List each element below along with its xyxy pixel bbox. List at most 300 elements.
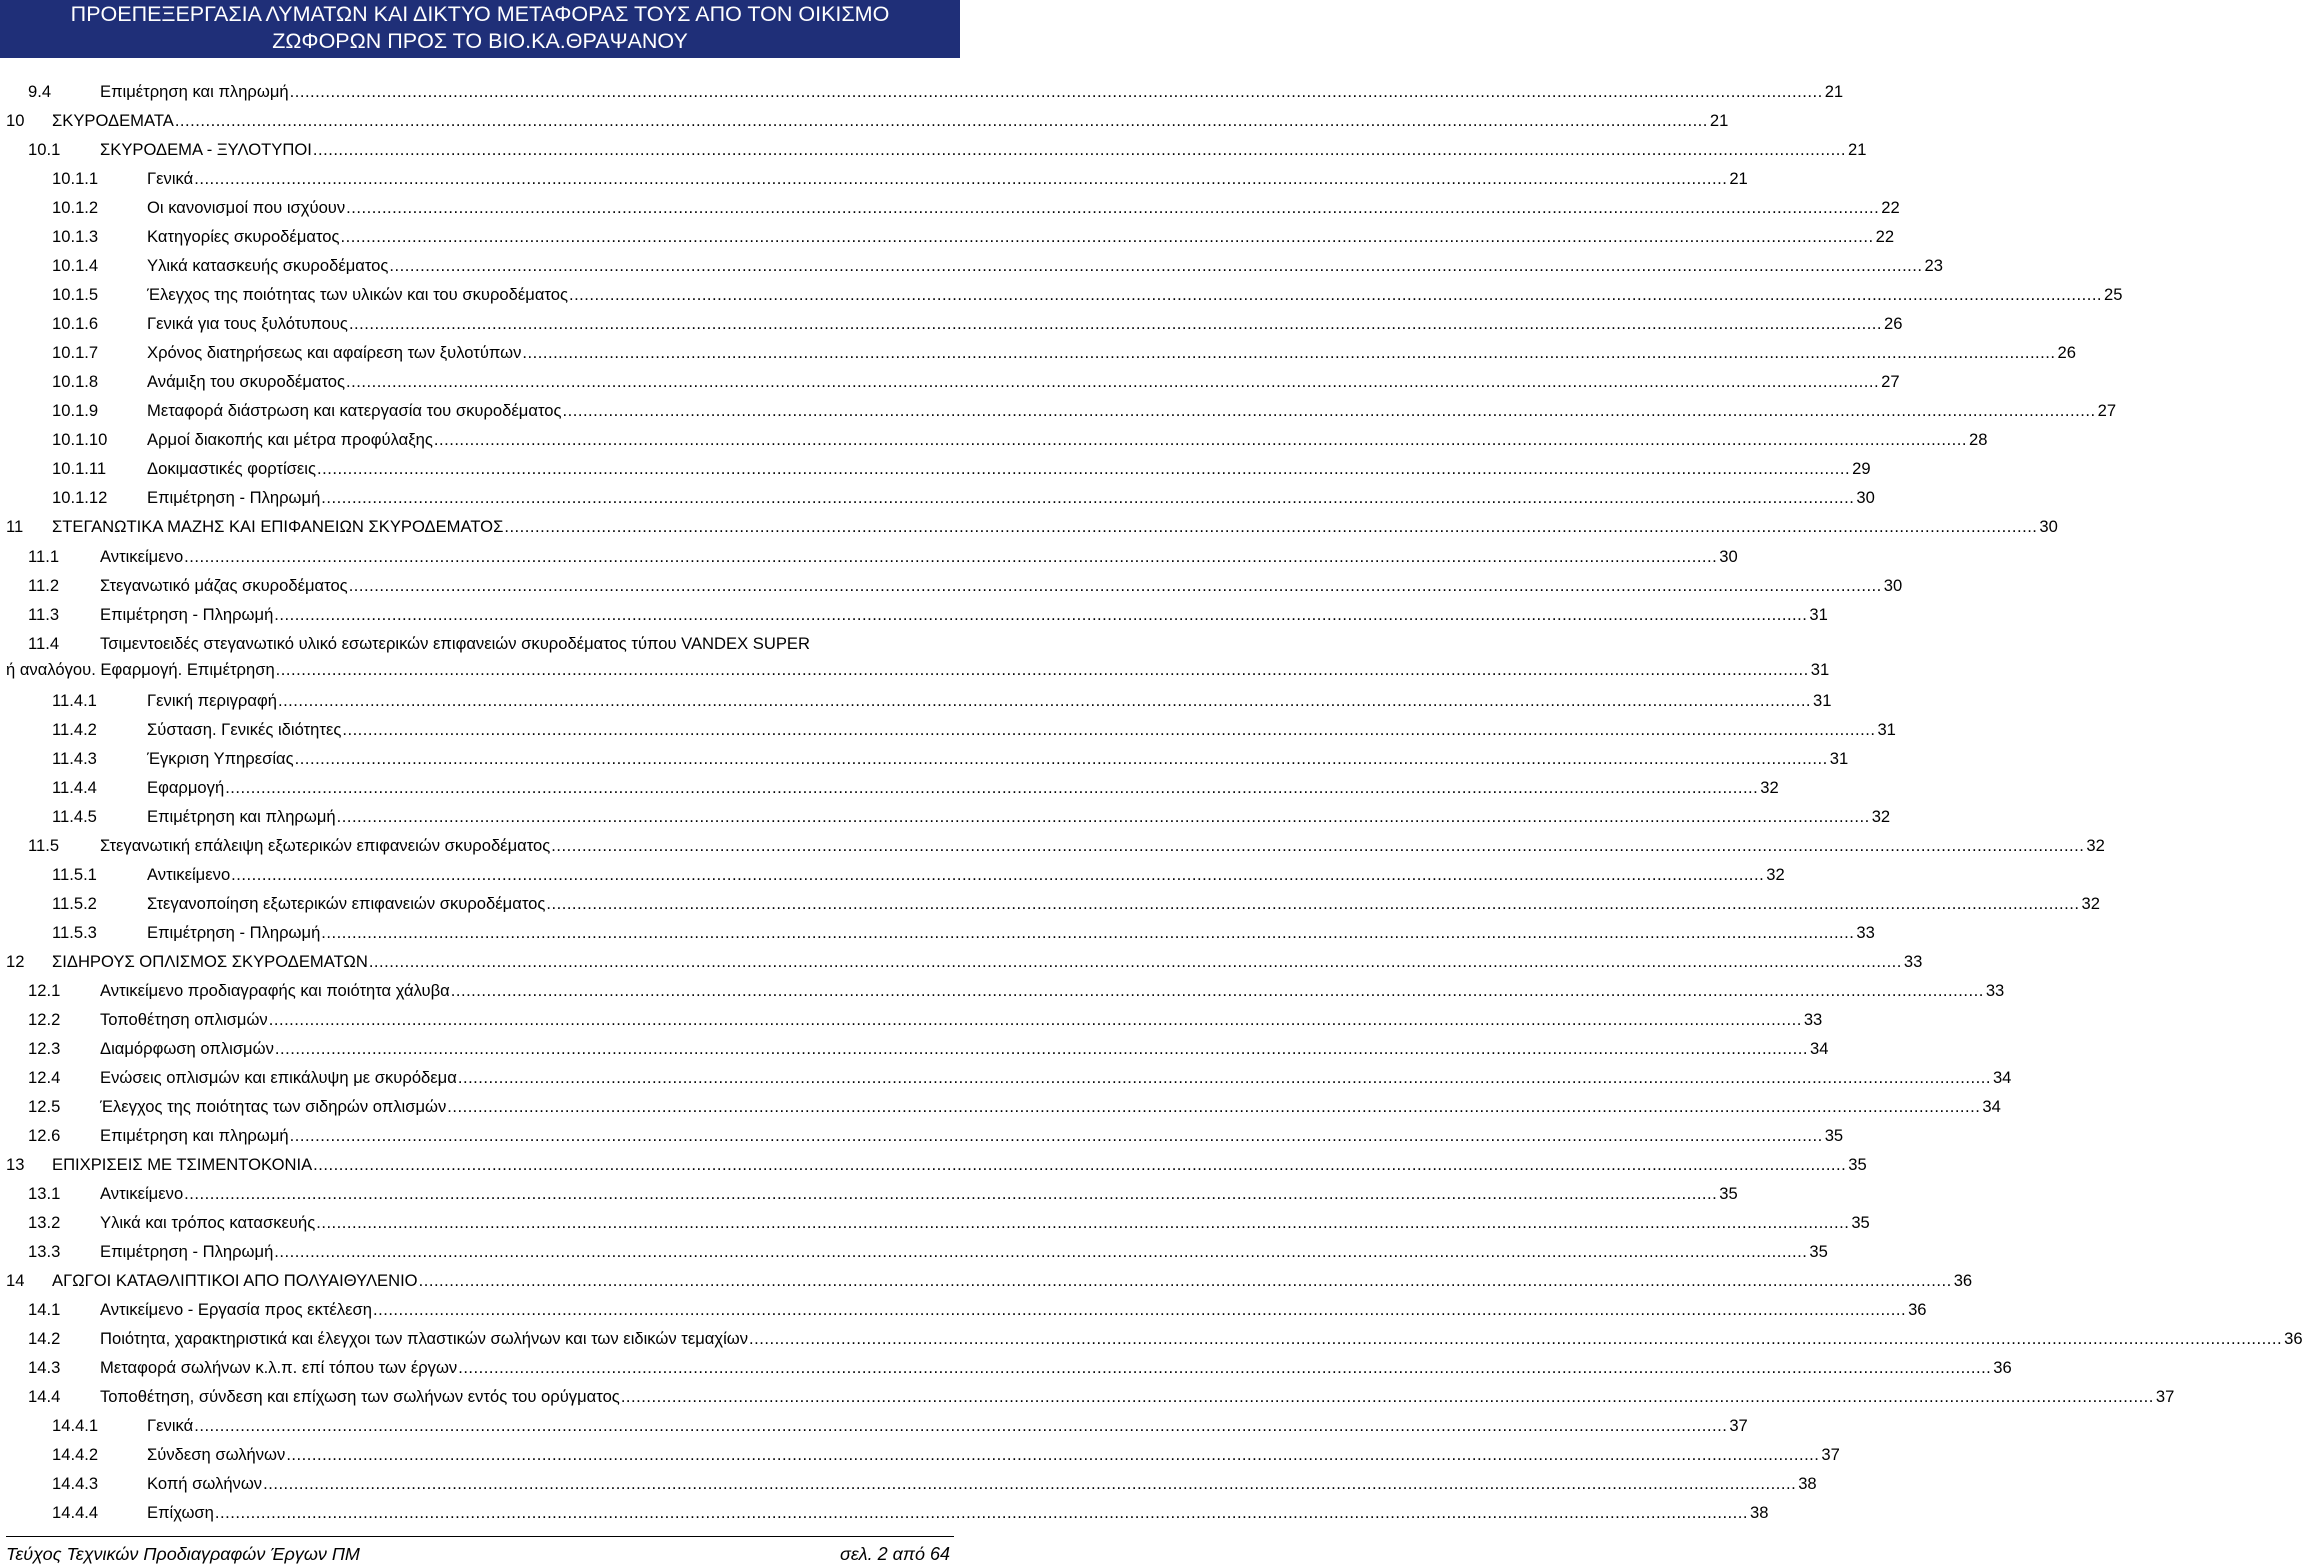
toc-entry-line	[147, 1469, 1817, 1498]
toc-entry-page: 37	[1821, 1445, 1840, 1464]
toc-entry[interactable]	[0, 77, 1844, 106]
toc-entry-number: 9.4	[28, 82, 52, 101]
toc-entry-title: Δοκιμαστικές φορτίσεις	[147, 459, 316, 478]
toc-entry-line	[147, 918, 1875, 947]
toc-entry-line	[52, 1266, 1973, 1295]
toc-entry-title: Ανάμιξη του σκυροδέματος	[147, 372, 346, 391]
toc-dot-leader: ............................................................................................................................................................................................................................................................................................................	[274, 605, 1808, 624]
toc-entry[interactable]	[0, 542, 1738, 571]
toc-entry[interactable]	[0, 222, 1895, 251]
toc-entry-title: Τοποθέτηση οπλισμών	[100, 1010, 268, 1029]
toc-entry-title: Στεγανωτικό μάζας σκυροδέματος	[100, 576, 348, 595]
toc-entry-page: 36	[1993, 1358, 2012, 1377]
toc-entry[interactable]	[0, 280, 2123, 309]
toc-entry[interactable]	[0, 976, 2005, 1005]
toc-entry-number: 12.2	[28, 1010, 61, 1029]
toc-entry-title: ΑΓΩΓΟΙ ΚΑΤΑΘΛΙΠΤΙΚΟΙ ΑΠΟ ΠΟΛΥΑΙΘΥΛΕΝΙΟ	[52, 1271, 418, 1290]
toc-entry[interactable]	[0, 831, 2105, 860]
toc-entry-number: 10.1.2	[52, 198, 99, 217]
toc-entry-line	[52, 512, 2058, 541]
footer-divider	[6, 1536, 954, 1537]
toc-entry-page: 35	[1824, 1126, 1844, 1145]
toc-entry[interactable]	[0, 164, 1748, 193]
toc-entry-number: 12	[6, 952, 25, 971]
toc-dot-leader: ............................................................................................................................................................................................................................................................................................................	[504, 517, 2038, 536]
toc-entry[interactable]	[0, 512, 2058, 541]
toc-entry-page: 31	[1829, 749, 1849, 768]
toc-dot-leader: ............................................................................................................................................................................................................................................................................................................	[433, 430, 1967, 449]
toc-entry-line	[100, 1005, 1823, 1034]
toc-entry-page: 32	[1760, 778, 1779, 797]
toc-entry[interactable]	[0, 425, 1988, 454]
toc-entry-title: Διαμόρφωση οπλισμών	[100, 1039, 274, 1058]
toc-entry-number: 10.1.7	[52, 343, 99, 362]
toc-entry-number: 10.1.11	[52, 459, 107, 478]
toc-entry-page: 34	[1982, 1097, 2001, 1116]
toc-entry-page: 27	[2097, 401, 2117, 420]
toc-dot-leader: ............................................................................................................................................................................................................................................................................................................	[340, 227, 1874, 246]
toc-entry-line	[147, 396, 2117, 425]
toc-entry-number: 10	[6, 111, 25, 130]
toc-entry-title: ΕΠΙΧΡΙΣΕΙΣ ΜΕ ΤΣΙΜΕΝΤΟΚΟΝΙΑ	[52, 1155, 313, 1174]
toc-entry-page: 30	[2039, 517, 2058, 536]
toc-entry-number: 12.3	[28, 1039, 61, 1058]
toc-entry-number: 12.6	[28, 1126, 61, 1145]
toc-entry[interactable]	[0, 918, 1875, 947]
toc-entry-title: Υλικά και τρόπος κατασκευής	[100, 1213, 316, 1232]
toc-entry[interactable]	[0, 1324, 2303, 1353]
toc-entry[interactable]	[0, 367, 1900, 396]
toc-entry-page: 32	[1871, 807, 1891, 826]
toc-entry-line	[100, 571, 1903, 600]
toc-entry-title: ΣΚΥΡΟΔΕΜΑΤΑ	[52, 111, 174, 130]
toc-entry-number: 14.1	[28, 1300, 61, 1319]
toc-entry-title: Επίχωση	[147, 1503, 214, 1522]
toc-entry-page: 34	[1809, 1039, 1829, 1058]
toc-entry-number: 14.4.4	[52, 1503, 99, 1522]
toc-entry-line	[147, 744, 1849, 773]
toc-entry[interactable]	[0, 1237, 1828, 1266]
toc-entry-line	[147, 425, 1988, 454]
toc-dot-leader: ............................................................................................................................................................................................................................................................................................................	[346, 372, 1880, 391]
toc-dot-leader: ............................................................................................................................................................................................................................................................................................................	[418, 1271, 1952, 1290]
toc-entry-line	[147, 773, 1779, 802]
toc-entry-title: Εφαρμογή	[147, 778, 225, 797]
toc-entry-line	[147, 1440, 1840, 1469]
toc-entry-line	[100, 1382, 2175, 1411]
toc-entry-title: Γενική περιγραφή	[147, 691, 277, 710]
toc-entry-number: 11.4.1	[52, 691, 97, 710]
toc-entry-line	[147, 367, 1900, 396]
toc-entry-line	[52, 1150, 1867, 1179]
toc-entry-line	[100, 831, 2105, 860]
toc-entry-page: 37	[1729, 1416, 1748, 1435]
toc-entry[interactable]	[0, 1382, 2175, 1411]
toc-dot-leader: ............................................................................................................................................................................................................................................................................................................	[174, 111, 1708, 130]
toc-dot-leader: ............................................................................................................................................................................................................................................................................................................	[225, 778, 1759, 797]
toc-entry-number: 12.4	[28, 1068, 61, 1087]
toc-entry-title: Έγκριση Υπηρεσίας	[147, 749, 294, 768]
toc-entry-title: Στεγανωτική επάλειψη εξωτερικών επιφανειών σκυροδέματος	[100, 836, 551, 855]
toc-entry-page: 21	[1824, 82, 1844, 101]
toc-entry[interactable]	[0, 1353, 2012, 1382]
toc-entry-number: 14	[6, 1271, 25, 1290]
toc-entry-line	[147, 1498, 1769, 1527]
toc-entry-title: Επιμέτρηση και πληρωμή	[147, 807, 336, 826]
toc-dot-leader: ............................................................................................................................................................................................................................................................................................................	[342, 720, 1876, 739]
toc-entry-title: Οι κανονισμοί που ισχύουν	[147, 198, 346, 217]
toc-dot-leader: ............................................................................................................................................................................................................................................................................................................	[568, 285, 2103, 304]
toc-entry[interactable]	[0, 600, 1828, 629]
toc-entry-line	[100, 1179, 1738, 1208]
toc-entry-line	[52, 106, 1729, 135]
toc-dot-leader: ............................................................................................................................................................................................................................................................................................................	[317, 459, 1851, 478]
toc-entry-line	[147, 280, 2123, 309]
toc-entry-number: 13	[6, 1155, 25, 1174]
toc-entry-title: Τσιμεντοειδές στεγανωτικό υλικό εσωτερικών επιφανειών σκυροδέματος τύπου VANDEX SUPER	[100, 634, 810, 653]
toc-entry-title: Επιμέτρηση - Πληρωμή	[147, 923, 321, 942]
toc-entry-title: Επιμέτρηση - Πληρωμή	[100, 605, 274, 624]
toc-entry-page: 38	[1798, 1474, 1817, 1493]
toc-entry-number: 11.4.5	[52, 807, 97, 826]
toc-entry-number: 10.1.4	[52, 256, 99, 275]
toc-entry-title: ΣΚΥΡΟΔΕΜΑ - ΞΥΛΟΤΥΠΟΙ	[100, 140, 312, 159]
toc-entry-page: 22	[1881, 198, 1900, 217]
header-title-line-2: ΖΩΦΟΡΩΝ ΠΡΟΣ ΤΟ ΒΙΟ.ΚΑ.ΘΡΑΨΑΝΟΥ	[272, 29, 688, 53]
toc-entry-line	[100, 1034, 1829, 1063]
toc-entry-line	[147, 309, 1903, 338]
toc-entry-title: Επιμέτρηση και πληρωμή	[100, 1126, 289, 1145]
toc-entry-page: 35	[1809, 1242, 1828, 1261]
toc-entry-title: Τοποθέτηση, σύνδεση και επίχωση των σωλήνων εντός του ορύγματος	[100, 1387, 620, 1406]
toc-entry-page: 38	[1750, 1503, 1769, 1522]
toc-dot-leader: ............................................................................................................................................................................................................................................................................................................	[620, 1387, 2154, 1406]
toc-entry[interactable]	[0, 483, 1875, 512]
toc-entry-page: 33	[1803, 1010, 1823, 1029]
toc-entry-page: 31	[1809, 605, 1828, 624]
toc-entry-title: Σύνδεση σωλήνων	[147, 1445, 286, 1464]
toc-entry-continuation	[6, 655, 1830, 684]
toc-entry-page: 33	[1985, 981, 2005, 1000]
toc-entry-number: 14.3	[28, 1358, 61, 1377]
toc-dot-leader: ............................................................................................................................................................................................................................................................................................................	[274, 1242, 1808, 1261]
toc-dot-leader: ............................................................................................................................................................................................................................................................................................................	[458, 1358, 1992, 1377]
toc-entry[interactable]	[0, 744, 1849, 773]
toc-entry-line	[100, 1295, 1927, 1324]
toc-entry-title-continuation: ή αναλόγου. Εφαρμογή. Επιμέτρηση	[6, 660, 275, 679]
toc-entry-number: 11	[6, 517, 24, 536]
toc-entry-page: 26	[1884, 314, 1903, 333]
toc-entry[interactable]	[0, 1295, 1927, 1324]
toc-entry-page: 36	[2284, 1329, 2303, 1348]
toc-entry-line	[100, 77, 1844, 106]
toc-entry-title: Στεγανοποίηση εξωτερικών επιφανειών σκυροδέματος	[147, 894, 546, 913]
toc-dot-leader: ............................................................................................................................................................................................................................................................................................................	[316, 1213, 1850, 1232]
toc-entry-page: 35	[1719, 1184, 1738, 1203]
toc-entry-line	[100, 135, 1867, 164]
toc-entry-page: 30	[1856, 488, 1875, 507]
toc-entry-title: Επιμέτρηση - Πληρωμή	[147, 488, 321, 507]
toc-entry[interactable]	[0, 338, 2076, 367]
toc-entry-title: Επιμέτρηση - Πληρωμή	[100, 1242, 274, 1261]
toc-dot-leader: ............................................................................................................................................................................................................................................................................................................	[321, 488, 1855, 507]
toc-entry[interactable]	[0, 571, 1903, 600]
toc-entry-line	[100, 1121, 1844, 1150]
toc-entry-title: Γενικά	[147, 169, 194, 188]
toc-entry[interactable]	[0, 106, 1729, 135]
toc-entry-page: 34	[1992, 1068, 2012, 1087]
toc-entry[interactable]	[0, 1034, 1829, 1063]
toc-dot-leader: ............................................................................................................................................................................................................................................................................................................	[457, 1068, 1991, 1087]
toc-dot-leader: ............................................................................................................................................................................................................................................................................................................	[263, 1474, 1797, 1493]
toc-entry-title: Μεταφορά διάστρωση και κατεργασία του σκυροδέματος	[147, 401, 562, 420]
toc-dot-leader: ............................................................................................................................................................................................................................................................................................................	[321, 923, 1855, 942]
toc-entry-number: 11.5	[28, 836, 60, 855]
toc-entry[interactable]	[0, 889, 2100, 918]
toc-entry-number: 11.1	[28, 547, 60, 566]
toc-entry-line	[100, 1092, 2001, 1121]
toc-entry-line	[100, 1324, 2303, 1353]
toc-entry-line	[147, 454, 1871, 483]
toc-dot-leader: ............................................................................................................................................................................................................................................................................................................	[348, 314, 1883, 333]
footer-document-title: Τεύχος Τεχνικών Προδιαγραφών Έργων ΠΜ	[6, 1544, 360, 1564]
toc-entry-number: 10.1.10	[52, 430, 108, 449]
toc-dot-leader: ............................................................................................................................................................................................................................................................................................................	[312, 140, 1846, 159]
toc-entry-number: 11.4	[28, 634, 60, 653]
toc-entry-page: 32	[2086, 836, 2105, 855]
document-header	[0, 0, 960, 58]
toc-entry[interactable]	[0, 454, 1871, 483]
toc-dot-leader: ............................................................................................................................................................................................................................................................................................................	[194, 1416, 1728, 1435]
toc-entry-number: 11.5.3	[52, 923, 97, 942]
toc-entry-title: Γενικά για τους ξυλότυπους	[147, 314, 348, 333]
toc-entry[interactable]	[0, 947, 1923, 976]
toc-entry-title: Γενικά	[147, 1416, 194, 1435]
toc-entry[interactable]	[0, 1179, 1738, 1208]
toc-entry-title: Αντικείμενο προδιαγραφής και ποιότητα χάλυβα	[100, 981, 450, 1000]
toc-entry-number: 11.5.2	[52, 894, 97, 913]
toc-entry-page: 31	[1810, 660, 1830, 679]
toc-dot-leader: ............................................................................................................................................................................................................................................................................................................	[346, 198, 1880, 217]
toc-entry-line	[100, 1237, 1828, 1266]
toc-entry-title: Αντικείμενο	[100, 1184, 184, 1203]
toc-dot-leader: ............................................................................................................................................................................................................................................................................................................	[214, 1503, 1748, 1522]
toc-entry-line	[147, 251, 1943, 280]
toc-entry-title: Επιμέτρηση και πληρωμή	[100, 82, 289, 101]
toc-dot-leader: ............................................................................................................................................................................................................................................................................................................	[551, 836, 2085, 855]
toc-entry-number: 14.4.2	[52, 1445, 99, 1464]
toc-entry-number: 10.1.5	[52, 285, 99, 304]
toc-entry-page: 30	[1719, 547, 1738, 566]
toc-entry-page: 23	[1924, 256, 1943, 275]
toc-entry-line	[147, 715, 1896, 744]
toc-entry-number: 12.1	[28, 981, 61, 1000]
toc-entry[interactable]	[0, 1005, 1823, 1034]
toc-entry-title: Σύσταση. Γενικές ιδιότητες	[147, 720, 342, 739]
toc-entry-page: 21	[1709, 111, 1729, 130]
toc-entry-title: Υλικά κατασκευής σκυροδέματος	[147, 256, 389, 275]
toc-entry-line	[147, 222, 1895, 251]
toc-entry-line	[147, 889, 2100, 918]
toc-entry[interactable]	[0, 1440, 1840, 1469]
toc-entry-number: 10.1.6	[52, 314, 99, 333]
toc-entry-page: 31	[1813, 691, 1832, 710]
toc-entry-number: 10.1.1	[52, 169, 99, 188]
toc-dot-leader: ............................................................................................................................................................................................................................................................................................................	[372, 1300, 1907, 1319]
toc-entry-number: 11.4.2	[52, 720, 97, 739]
toc-entry-number: 13.1	[28, 1184, 61, 1203]
toc-entry-line	[147, 483, 1875, 512]
toc-entry-page: 28	[1968, 430, 1988, 449]
toc-entry-page: 35	[1851, 1213, 1870, 1232]
toc-entry-title: Αρμοί διακοπής και μέτρα προφύλαξης	[147, 430, 433, 449]
toc-entry-page: 37	[2155, 1387, 2175, 1406]
toc-entry-number: 12.5	[28, 1097, 61, 1116]
toc-entry[interactable]	[0, 686, 1832, 715]
toc-entry-line	[147, 164, 1748, 193]
toc-entry-number: 14.4	[28, 1387, 61, 1406]
toc-entry-page: 26	[2057, 343, 2076, 362]
toc-entry-page: 21	[1847, 140, 1867, 159]
toc-entry[interactable]	[0, 1469, 1817, 1498]
toc-entry-number: 11.4.4	[52, 778, 97, 797]
toc-entry[interactable]	[0, 1411, 1748, 1440]
toc-entry-page: 30	[1883, 576, 1903, 595]
toc-entry-title: Χρόνος διατηρήσεως και αφαίρεση των ξυλοτύπων	[147, 343, 522, 362]
toc-entry-number: 10.1.9	[52, 401, 99, 420]
toc-entry-line	[147, 686, 1832, 715]
toc-entry-number: 11.2	[28, 576, 60, 595]
toc-entry-page: 25	[2104, 285, 2123, 304]
toc-entry-title: ΣΙΔΗΡΟΥΣ ΟΠΛΙΣΜΟΣ ΣΚΥΡΟΔΕΜΑΤΩΝ	[52, 952, 368, 971]
toc-entry-number: 10.1.8	[52, 372, 99, 391]
toc-dot-leader: ............................................................................................................................................................................................................................................................................................................	[522, 343, 2056, 362]
toc-entry-title: Αντικείμενο	[147, 865, 231, 884]
toc-dot-leader: ............................................................................................................................................................................................................................................................................................................	[277, 691, 1812, 710]
toc-entry-title: Κατηγορίες σκυροδέματος	[147, 227, 340, 246]
toc-dot-leader: ............................................................................................................................................................................................................................................................................................................	[389, 256, 1923, 275]
toc-entry-line	[147, 802, 1891, 831]
toc-entry-page: 31	[1877, 720, 1896, 739]
toc-entry[interactable]	[0, 1092, 2001, 1121]
toc-entry-number: 14.4.1	[52, 1416, 99, 1435]
toc-entry-line	[147, 193, 1900, 222]
toc-entry-number: 13.3	[28, 1242, 61, 1261]
toc-entry[interactable]	[0, 715, 1896, 744]
toc-entry[interactable]	[0, 251, 1943, 280]
toc-entry-title: Αντικείμενο	[100, 547, 184, 566]
toc-dot-leader: ............................................................................................................................................................................................................................................................................................................	[562, 401, 2096, 420]
toc-dot-leader: ............................................................................................................................................................................................................................................................................................................	[313, 1155, 1847, 1174]
toc-dot-leader: ............................................................................................................................................................................................................................................................................................................	[231, 865, 1765, 884]
toc-entry[interactable]	[0, 773, 1779, 802]
toc-entry-line	[100, 1353, 2012, 1382]
footer-page-number: σελ. 2 από 64	[840, 1544, 950, 1564]
toc-entry-number: 10.1	[28, 140, 61, 159]
toc-dot-leader: ............................................................................................................................................................................................................................................................................................................	[268, 1010, 1802, 1029]
toc-entry-number: 10.1.12	[52, 488, 108, 507]
toc-entry-line	[147, 338, 2076, 367]
toc-entry-number: 11.5.1	[52, 865, 97, 884]
toc-entry[interactable]	[0, 1121, 1844, 1150]
toc-entry-number: 14.4.3	[52, 1474, 99, 1493]
toc-dot-leader: ............................................................................................................................................................................................................................................................................................................	[368, 952, 1902, 971]
toc-entry-page: 22	[1875, 227, 1895, 246]
toc-entry-number: 11.4.3	[52, 749, 97, 768]
toc-entry-number: 14.2	[28, 1329, 61, 1348]
toc-entry-title: Έλεγχος της ποιότητας των σιδηρών οπλισμών	[100, 1097, 447, 1116]
toc-entry[interactable]	[0, 193, 1900, 222]
toc-dot-leader: ............................................................................................................................................................................................................................................................................................................	[447, 1097, 1981, 1116]
toc-entry[interactable]	[0, 1208, 1870, 1237]
toc-dot-leader: ............................................................................................................................................................................................................................................................................................................	[275, 660, 1809, 679]
toc-entry[interactable]	[0, 860, 1785, 889]
toc-entry-page: 27	[1881, 372, 1900, 391]
toc-dot-leader: ............................................................................................................................................................................................................................................................................................................	[336, 807, 1870, 826]
toc-entry-page: 21	[1729, 169, 1748, 188]
toc-dot-leader: ............................................................................................................................................................................................................................................................................................................	[184, 1184, 1718, 1203]
toc-entry-title: Μεταφορά σωλήνων κ.λ.π. επί τόπου των έργων	[100, 1358, 458, 1377]
toc-entry[interactable]	[0, 1498, 1769, 1527]
toc-entry[interactable]	[0, 135, 1867, 164]
toc-entry-page: 32	[2081, 894, 2100, 913]
toc-entry-title: ΣΤΕΓΑΝΩΤΙΚΑ ΜΑΖΗΣ ΚΑΙ ΕΠΙΦΑΝΕΙΩΝ ΣΚΥΡΟΔΕΜΑΤΟΣ	[52, 517, 504, 536]
toc-entry-line	[100, 1063, 2012, 1092]
toc-entry-page: 33	[1856, 923, 1875, 942]
toc-entry[interactable]	[0, 309, 1903, 338]
header-title-line-1: ΠΡΟΕΠΕΞΕΡΓΑΣΙΑ ΛΥΜΑΤΩΝ ΚΑΙ ΔΙΚΤΥΟ ΜΕΤΑΦΟΡΑΣ ΤΟΥΣ ΑΠΟ ΤΟΝ ΟΙΚΙΣΜΟ	[70, 2, 890, 26]
toc-entry-line	[100, 600, 1828, 629]
toc-entry-line	[100, 1208, 1870, 1237]
toc-dot-leader: ............................................................................................................................................................................................................................................................................................................	[348, 576, 1882, 595]
toc-dot-leader: ............................................................................................................................................................................................................................................................................................................	[286, 1445, 1820, 1464]
toc-dot-leader: ............................................................................................................................................................................................................................................................................................................	[194, 169, 1728, 188]
toc-dot-leader: ............................................................................................................................................................................................................................................................................................................	[274, 1039, 1808, 1058]
toc-dot-leader: ............................................................................................................................................................................................................................................................................................................	[184, 547, 1718, 566]
toc-entry-line	[147, 860, 1785, 889]
toc-entry-title: Κοπή σωλήνων	[147, 1474, 263, 1493]
toc-entry-line	[100, 542, 1738, 571]
toc-dot-leader: ............................................................................................................................................................................................................................................................................................................	[749, 1329, 2283, 1348]
toc-entry-line	[147, 1411, 1748, 1440]
toc-entry-title: Έλεγχος της ποιότητας των υλικών και του σκυροδέματος	[147, 285, 568, 304]
toc-entry[interactable]	[0, 1150, 1867, 1179]
toc-entry-page: 32	[1766, 865, 1785, 884]
toc-dot-leader: ............................................................................................................................................................................................................................................................................................................	[294, 749, 1828, 768]
toc-entry-number: 13.2	[28, 1213, 61, 1232]
toc-entry[interactable]	[0, 629, 1830, 685]
toc-entry[interactable]	[0, 396, 2117, 425]
toc-dot-leader: ............................................................................................................................................................................................................................................................................................................	[450, 981, 1984, 1000]
toc-entry-page: 35	[1848, 1155, 1867, 1174]
toc-entry-page: 36	[1953, 1271, 1973, 1290]
toc-entry-line	[100, 976, 2005, 1005]
toc-entry-number: 10.1.3	[52, 227, 99, 246]
toc-entry-page: 33	[1903, 952, 1923, 971]
toc-entry-page: 29	[1852, 459, 1871, 478]
toc-entry-title: Ενώσεις οπλισμών και επικάλυψη με σκυρόδεμα	[100, 1068, 457, 1087]
document-footer	[6, 1542, 950, 1566]
toc-entry-line	[52, 947, 1923, 976]
toc-entry-number: 11.3	[28, 605, 60, 624]
toc-entry-title: Ποιότητα, χαρακτηριστικά και έλεγχοι των πλαστικών σωλήνων και των ειδικών τεμαχίων	[100, 1329, 749, 1348]
toc-entry-page: 36	[1908, 1300, 1927, 1319]
toc-entry[interactable]	[0, 1266, 1973, 1295]
toc-entry[interactable]	[0, 1063, 2012, 1092]
toc-entry[interactable]	[0, 802, 1891, 831]
toc-dot-leader: ............................................................................................................................................................................................................................................................................................................	[289, 82, 1823, 101]
toc-entry-title: Αντικείμενο - Εργασία προς εκτέλεση	[100, 1300, 372, 1319]
